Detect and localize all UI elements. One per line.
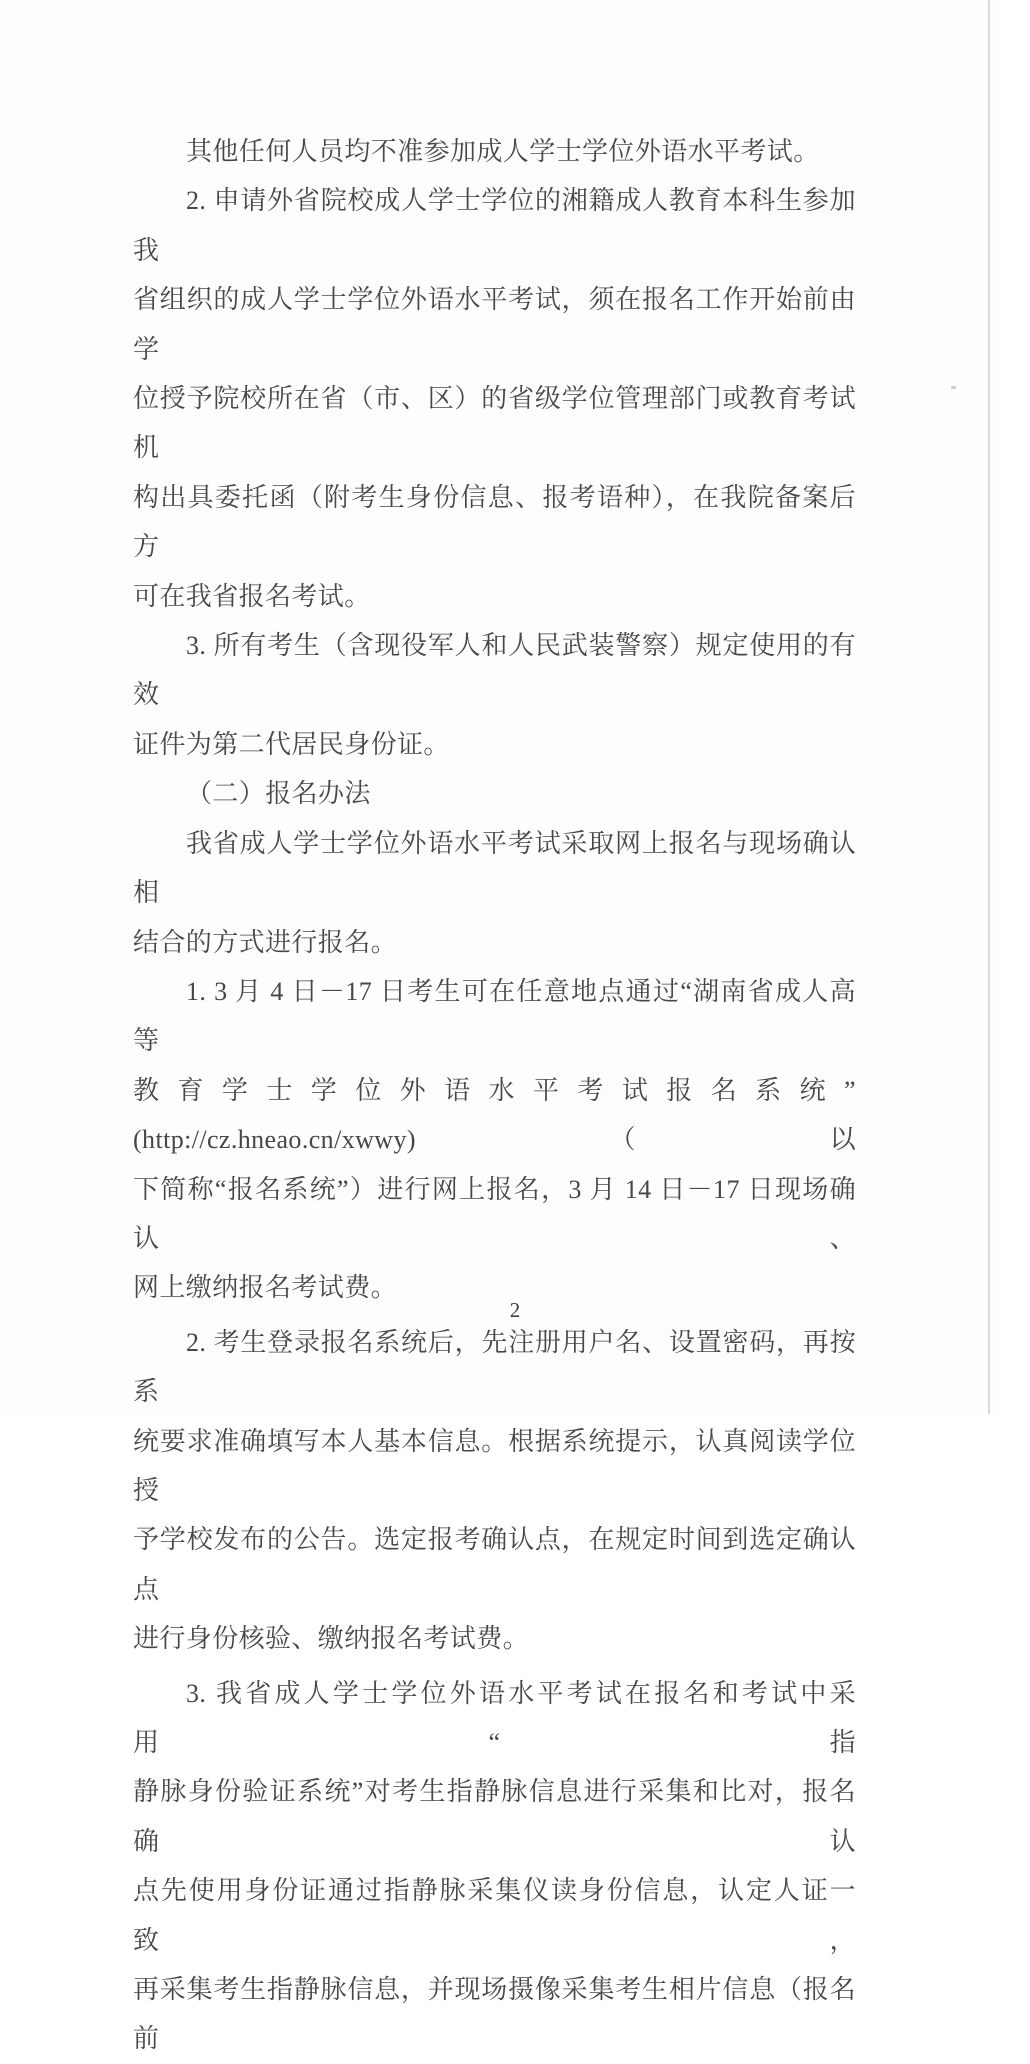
- document-line: （二）报名办法: [186, 779, 371, 809]
- document-line: 网上缴纳报名考试费。: [133, 1273, 398, 1303]
- document-line: 省组织的成人学士学位外语水平考试，须在报名工作开始前由学: [133, 285, 856, 364]
- document-body: [133, 127, 856, 2064]
- document-line: 我省成人学士学位外语水平考试采取网上报名与现场确认相: [133, 828, 856, 908]
- document-line: 再采集考生指静脉信息，并现场摄像采集考生相片信息（报名前: [133, 1975, 856, 2054]
- document-line: 统要求准确填写本人基本信息。根据系统提示，认真阅读学位授: [133, 1426, 856, 1505]
- document-line: 其他任何人员均不准参加成人学士学位外语水平考试。: [186, 137, 820, 166]
- document-line: 构出具委托函（附考生身份信息、报考语种），在我院备案后方: [133, 482, 856, 562]
- document-line: 3. 我省成人学士学位外语水平考试在报名和考试中采用“指: [133, 1678, 856, 1757]
- document-line: 进行身份核验、缴纳报名考试费。: [133, 1624, 530, 1654]
- document-line: 点先使用身份证通过指静脉采集仪读身份信息，认定人证一致，: [133, 1876, 856, 1955]
- document-line: 教育学士学位外语水平考试报名系统” (http://cz.hneao.cn/xwwy)（以: [133, 1075, 856, 1155]
- scan-edge-line: [988, 0, 990, 1414]
- document-line: 2. 申请外省院校成人学士学位的湘籍成人教育本科生参加我: [133, 186, 856, 265]
- page-number: 2: [509, 1298, 521, 1322]
- document-line: 2. 考生登录报名系统后，先注册用户名、设置密码，再按系: [133, 1327, 856, 1407]
- document-line: 证件为第二代居民身份证。: [133, 729, 450, 759]
- document-line: 位授予院校所在省（市、区）的省级学位管理部门或教育考试机: [133, 384, 856, 463]
- document-line: 静脉身份验证系统”对考生指静脉信息进行采集和比对，报名确认: [133, 1777, 856, 1856]
- document-line: 结合的方式进行报名。: [133, 927, 398, 957]
- document-line: 3. 所有考生（含现役军人和人民武装警察）规定使用的有效: [133, 631, 856, 710]
- scan-speck: [951, 386, 956, 389]
- document-line: 下简称“报名系统”）进行网上报名，3 月 14 日－17 日现场确认、: [133, 1174, 856, 1253]
- document-line: 可在我省报名考试。: [133, 581, 371, 611]
- document-line: 予学校发布的公告。选定报考确认点，在规定时间到选定确认点: [133, 1525, 856, 1604]
- document-line: 1. 3 月 4 日－17 日考生可在任意地点通过“湖南省成人高等: [133, 976, 856, 1056]
